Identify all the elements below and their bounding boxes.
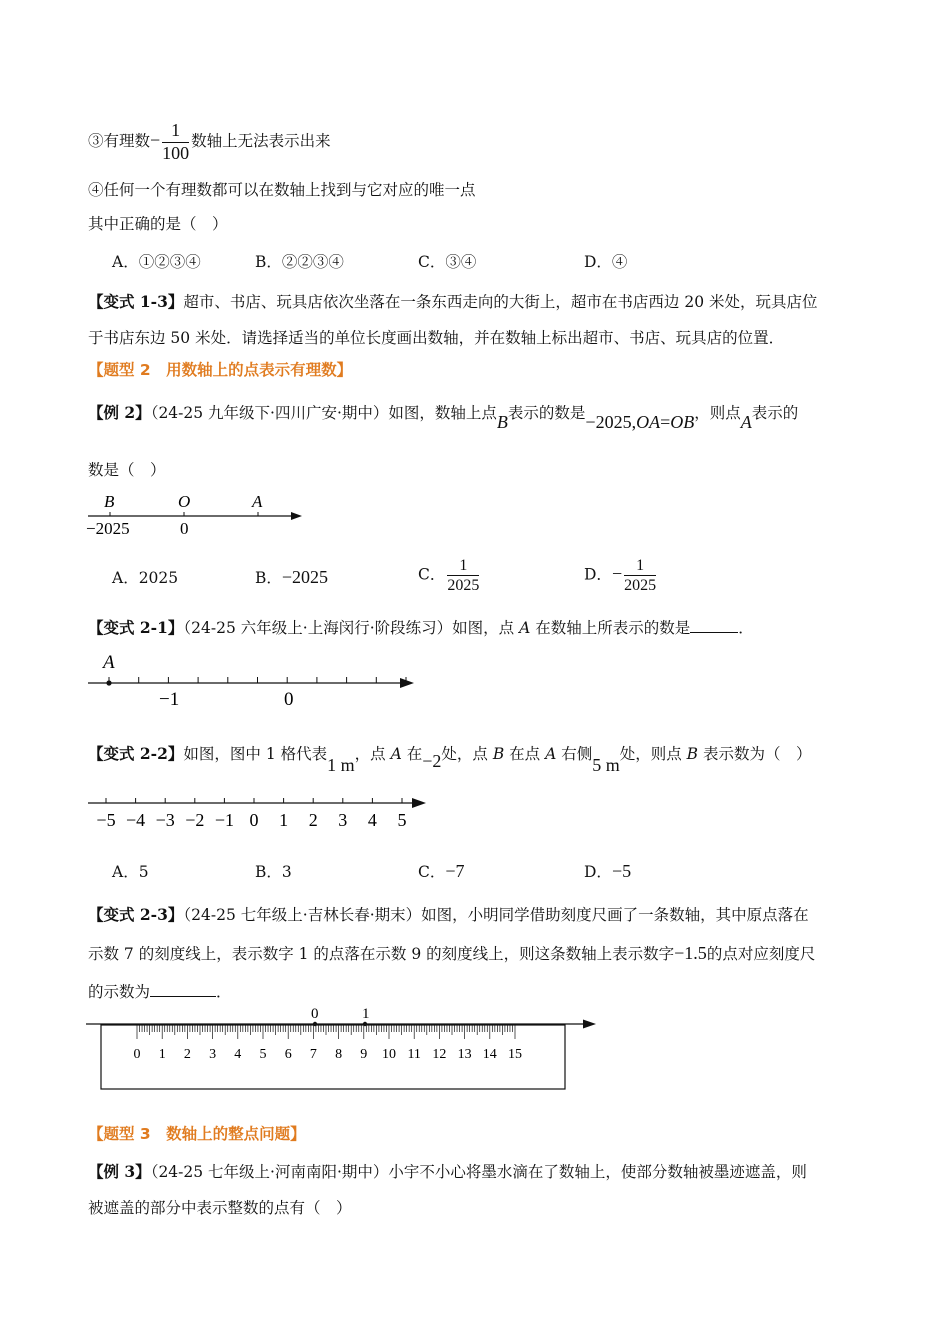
- tick-label: 4: [367, 810, 377, 830]
- ex2-option-b: [255, 566, 328, 588]
- example-2: [88, 395, 860, 430]
- variant-label: 【变式 2-3】: [88, 905, 184, 924]
- axis-arrow: [400, 678, 414, 688]
- option-prefix: B．: [255, 569, 282, 587]
- label-a: A: [103, 652, 115, 673]
- variant-text: 表示数为（ ）: [698, 745, 812, 763]
- tick-label: −1: [214, 810, 234, 830]
- answer-blank[interactable]: [690, 617, 738, 634]
- math-neg2025: −2025: [585, 412, 632, 432]
- example-text: （24-25 七年级上·河南南阳·期中）小宇不小心将墨水滴在了数轴上，使部分数轴被墨迹遮盖，则: [150, 1163, 807, 1181]
- tick-label: 0: [249, 810, 259, 830]
- ruler-label: 7: [309, 1047, 317, 1062]
- sentence-end: ．: [738, 619, 754, 637]
- example-label: 【例 2】: [88, 403, 151, 422]
- one-point: [363, 1022, 367, 1026]
- fraction-denominator: 2025: [447, 577, 480, 595]
- value-o: 0: [180, 519, 189, 538]
- ruler-label: 14: [482, 1047, 497, 1062]
- label-zero: 0: [284, 689, 294, 710]
- ruler-label: 8: [335, 1047, 343, 1062]
- variant-text: 处，则点: [619, 745, 687, 763]
- var-a: A: [519, 619, 531, 637]
- math-1m: 1 m: [327, 755, 355, 775]
- question-prompt: 其中正确的是（ ）: [88, 215, 228, 233]
- example-text-tail: 表示的: [751, 404, 799, 422]
- ruler-label: 6: [284, 1047, 292, 1062]
- ruler-label: 3: [209, 1047, 217, 1062]
- example-text-mid: 表示的数是: [507, 404, 586, 422]
- var-a: A: [545, 745, 557, 763]
- section-heading-3: 【题型 3 数轴上的整点问题】: [88, 1125, 306, 1143]
- fraction-1-100: [162, 120, 189, 164]
- option-prefix: D．: [584, 565, 612, 584]
- variant-2-2: [88, 738, 860, 775]
- option-fraction: [624, 556, 656, 595]
- variant-text: 超市、书店、玩具店依次坐落在一条东西走向的大街上，超市在书店西边 20 米处，玩具店位: [183, 293, 818, 311]
- fraction-denominator: 100: [162, 142, 190, 163]
- axis-label-one: 1: [362, 1006, 370, 1022]
- variant-text: 在: [401, 745, 423, 763]
- v22-option-c: [418, 860, 465, 882]
- number-line-figure-3: [80, 786, 440, 836]
- v22-option-d: [584, 860, 631, 882]
- tick-label: −4: [126, 810, 146, 830]
- variant-text: 处，点: [441, 745, 493, 763]
- label-o: O: [178, 492, 191, 511]
- minus-sign: −: [611, 563, 623, 584]
- variant-text: 在点: [504, 745, 546, 763]
- ruler-label: 10: [382, 1047, 396, 1062]
- example-label: 【例 3】: [88, 1162, 151, 1181]
- option-math: −5: [611, 861, 632, 881]
- option-prefix: D．: [584, 863, 612, 881]
- number-line-figure-1: [80, 488, 320, 544]
- math-neg1-5: −1.5: [674, 943, 707, 963]
- variant-2-3: [88, 896, 860, 1011]
- tick-label: 3: [338, 810, 348, 830]
- ruler-figure: [80, 1004, 610, 1096]
- ruler-label: 15: [508, 1047, 522, 1062]
- variant-label: 【变式 1-3】: [88, 292, 184, 311]
- var-b: B: [492, 745, 505, 763]
- option-prefix: C．: [418, 863, 446, 881]
- label-minus-one: −1: [159, 689, 180, 710]
- tick-label: −2: [185, 810, 205, 830]
- tick-label: 5: [397, 810, 407, 830]
- axis-label-zero: 0: [311, 1006, 319, 1022]
- minus-sign: −: [150, 130, 161, 151]
- variant-label: 【变式 2-1】: [88, 618, 184, 637]
- variant-label: 【变式 2-2】: [88, 744, 184, 763]
- variant-1-3: [88, 284, 860, 356]
- origin-point: [313, 1022, 317, 1026]
- variant-text-2: 于书店东边 50 米处．请选择适当的单位长度画出数轴，并在数轴上标出超市、书店、玩具店的位置．: [88, 329, 785, 347]
- tick-group: [109, 677, 406, 683]
- option-c: C．③④: [418, 253, 477, 271]
- example-text-2: 被遮盖的部分中表示整数的点有（ ）: [88, 1199, 352, 1217]
- ruler-label: 13: [457, 1047, 472, 1062]
- var-b: B: [496, 412, 508, 432]
- option-prefix: C．: [418, 565, 446, 584]
- option-b: B．②②③④: [255, 253, 344, 271]
- tick-label: 1: [279, 810, 289, 830]
- label-a: A: [252, 492, 263, 511]
- ruler-label: 9: [360, 1047, 368, 1062]
- ruler-tick-group: [134, 1025, 523, 1062]
- variant-text: （24-25 六年级上·上海闵行·阶段练习）如图，点: [183, 619, 520, 637]
- option-a: A．①②③④: [112, 253, 201, 271]
- ruler-label: 5: [259, 1047, 267, 1062]
- option-math: −2025: [281, 567, 329, 587]
- ex2-option-d: [584, 556, 658, 595]
- axis-arrow: [412, 798, 426, 808]
- v22-option-b: B．3: [255, 863, 292, 881]
- statement-4: ④任何一个有理数都可以在数轴上找到与它对应的唯一点: [88, 181, 476, 199]
- ruler-label: 11: [407, 1047, 421, 1062]
- ruler-label: 12: [432, 1047, 447, 1062]
- statement-3-prefix: ③有理数: [88, 132, 151, 151]
- label-b: B: [104, 492, 115, 511]
- sentence-end: ．: [216, 983, 232, 1001]
- ruler-label: 1: [158, 1047, 166, 1062]
- var-b: B: [686, 745, 699, 763]
- answer-blank[interactable]: [150, 981, 216, 998]
- ruler-label: 2: [183, 1047, 191, 1062]
- var-a: A: [390, 745, 402, 763]
- fraction-numerator: 1: [162, 120, 189, 143]
- math-oa: OA: [636, 412, 661, 432]
- section-heading-2: 【题型 2 用数轴上的点表示有理数】: [88, 361, 353, 379]
- math-eq: =: [660, 412, 671, 432]
- ex2-option-a: A．2025: [112, 569, 179, 587]
- tick-label: 2: [308, 810, 318, 830]
- variant-text: 的示数为: [88, 983, 151, 1001]
- statement-3-suffix: 数轴上无法表示出来: [191, 132, 331, 151]
- tick-label: −5: [96, 810, 116, 830]
- tick-label: −3: [155, 810, 175, 830]
- variant-text: 示数 7 的刻度线上，表示数字 1 的点落在示数 9 的刻度线上，则这条数轴上表示数字: [88, 945, 675, 963]
- variant-2-1: [88, 616, 860, 641]
- math-ob: OB: [670, 412, 695, 432]
- var-a: A: [740, 412, 752, 432]
- example-3: [88, 1154, 860, 1226]
- math-5m: 5 m: [592, 755, 620, 775]
- ruler-label: 4: [234, 1047, 242, 1062]
- variant-text: 的点对应刻度尺: [706, 945, 816, 963]
- ex2-option-c: [418, 556, 481, 595]
- variant-text: 右侧: [556, 745, 593, 763]
- variant-text: （24-25 七年级上·吉林长春·期末）如图，小明同学借助刻度尺画了一条数轴，其中原点落在: [183, 906, 809, 924]
- ruler-label: 0: [133, 1047, 141, 1062]
- option-d: D．④: [584, 253, 628, 271]
- example-2-line2: 数是（ ）: [88, 461, 166, 479]
- variant-text: ，点: [354, 745, 391, 763]
- option-math: −7: [445, 861, 465, 881]
- example-text-after: ，则点: [694, 404, 741, 422]
- math-expression: [585, 412, 694, 432]
- point-a: [106, 680, 111, 685]
- axis-arrow: [291, 512, 302, 520]
- value-b: −2025: [86, 519, 130, 538]
- statement-3: [88, 120, 860, 164]
- example-text: （24-25 九年级下·四川广安·期中）如图，数轴上点: [150, 404, 497, 422]
- fraction-numerator: 1: [447, 556, 479, 576]
- math-neg2: −2: [422, 751, 442, 771]
- v22-option-a: A．5: [112, 863, 149, 881]
- fraction-numerator: 1: [624, 556, 656, 576]
- variant-text: 如图，图中 1 格代表: [183, 745, 328, 763]
- math-comma: ,: [631, 412, 637, 432]
- axis-arrow: [583, 1020, 596, 1029]
- number-line-figure-2: [80, 648, 420, 712]
- variant-text-2: 在数轴上所表示的数是: [530, 619, 691, 637]
- option-fraction: [447, 556, 479, 595]
- fraction-denominator: 2025: [624, 577, 657, 595]
